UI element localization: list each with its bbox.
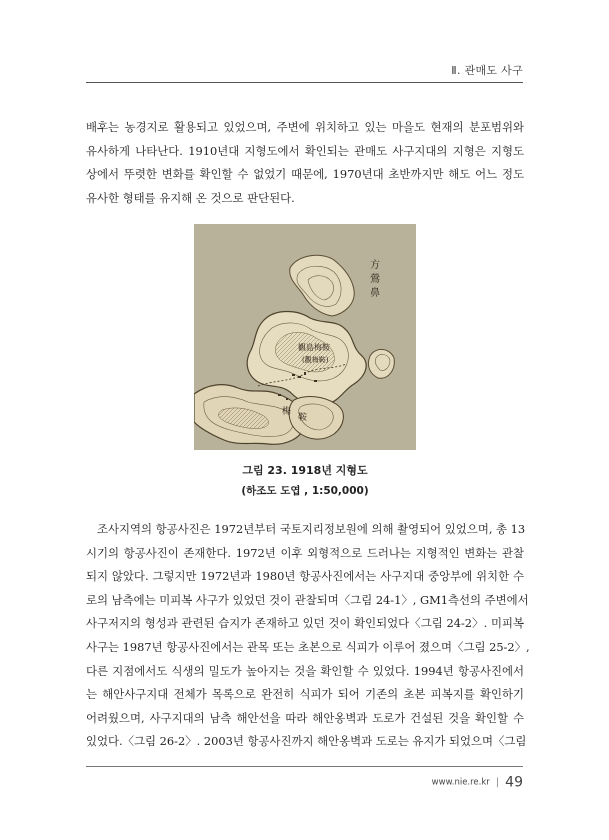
text-line: 있었다.〈그림 26-2〉. 2003년 항공사진까지 해안옹벽과 도로는 유지가 되었으며〈그림 — [86, 734, 527, 749]
running-header: Ⅱ. 관매도 사구 — [451, 64, 523, 77]
map-label: 鞍 — [298, 413, 308, 423]
text-line: 로의 남측에는 미피복 사구가 있었던 것이 관찰되며〈그림 24-1〉, GM1측선의 주변에서 — [86, 592, 529, 607]
figure-map-1918 — [194, 224, 416, 450]
text-line: 사구저지의 형성과 관련된 습지가 존재하고 있던 것이 확인되었다〈그림 24-2〉. 미피복 — [86, 616, 524, 631]
text-line: 어려웠으며, 사구지대의 남측 해안선을 따라 해안옹벽과 도로가 건설된 것을 확인할 수 — [86, 710, 524, 725]
topographic-map — [194, 224, 416, 450]
text-line: 유사한 형태를 유지해 온 것으로 판단된다. — [86, 190, 295, 205]
paragraph-2 — [86, 518, 530, 754]
text-line: 상에서 뚜렷한 변화를 확인할 수 없었기 때문에, 1970년대 초반까지만 해도 어느 정도 — [86, 167, 524, 182]
paragraph-1 — [86, 116, 524, 210]
figure-subcaption: (하조도 도엽 , 1:50,000) — [241, 485, 369, 497]
text-line: 사구는 1987년 항공사진에서는 관목 또는 초본으로 식피가 이루어 졌으며〈그림 25-2〉, — [86, 639, 530, 654]
figure-caption: 그림 23. 1918년 지형도 — [242, 464, 368, 477]
footer-url: www.nie.re.kr — [431, 777, 490, 788]
map-label: (觀梅鞍) — [302, 356, 329, 364]
text-line: 다른 지점에서도 식생의 밀도가 높아지는 것을 확인할 수 있었다. 1994년 항공사진에서 — [86, 663, 524, 678]
page-footer — [86, 772, 523, 791]
map-label: 方 — [370, 260, 380, 271]
map-label: 梅 — [282, 407, 292, 417]
text-line: 는 해안사구지대 전체가 목록으로 완전히 식피가 되어 기존의 초본 피복지를 확인하기 — [86, 687, 524, 702]
map-label: 鼻 — [370, 288, 380, 299]
map-label: 鶯 — [370, 274, 380, 285]
text-line: 시기의 항공사진이 존재한다. 1972년 이후 외형적으로 드러나는 지형적인 변화는 관찰 — [86, 545, 524, 560]
header-rule — [86, 82, 523, 83]
east-islet — [368, 349, 394, 378]
text-line: 배후는 농경지로 활용되고 있었으며, 주변에 위치하고 있는 마을도 현재의 분포범위와 — [86, 120, 524, 134]
text-line: 되지 않았다. 그렇지만 1972년과 1980년 항공사진에서는 사구지대 중앙부에 위치한 수 — [86, 569, 524, 584]
text-line: 유사하게 나타난다. 1910년대 지형도에서 확인되는 관매도 사구지대의 지형은 지형도 — [86, 143, 524, 158]
text-line: 조사지역의 항공사진은 1972년부터 국토지리정보원에 의해 촬영되어 있었으며, 총 13 — [97, 522, 526, 536]
footer-separator: | — [495, 777, 500, 788]
footer-rule — [86, 766, 523, 767]
page-number: 49 — [505, 774, 523, 791]
map-label: 觀島梅鞍 — [298, 343, 330, 352]
